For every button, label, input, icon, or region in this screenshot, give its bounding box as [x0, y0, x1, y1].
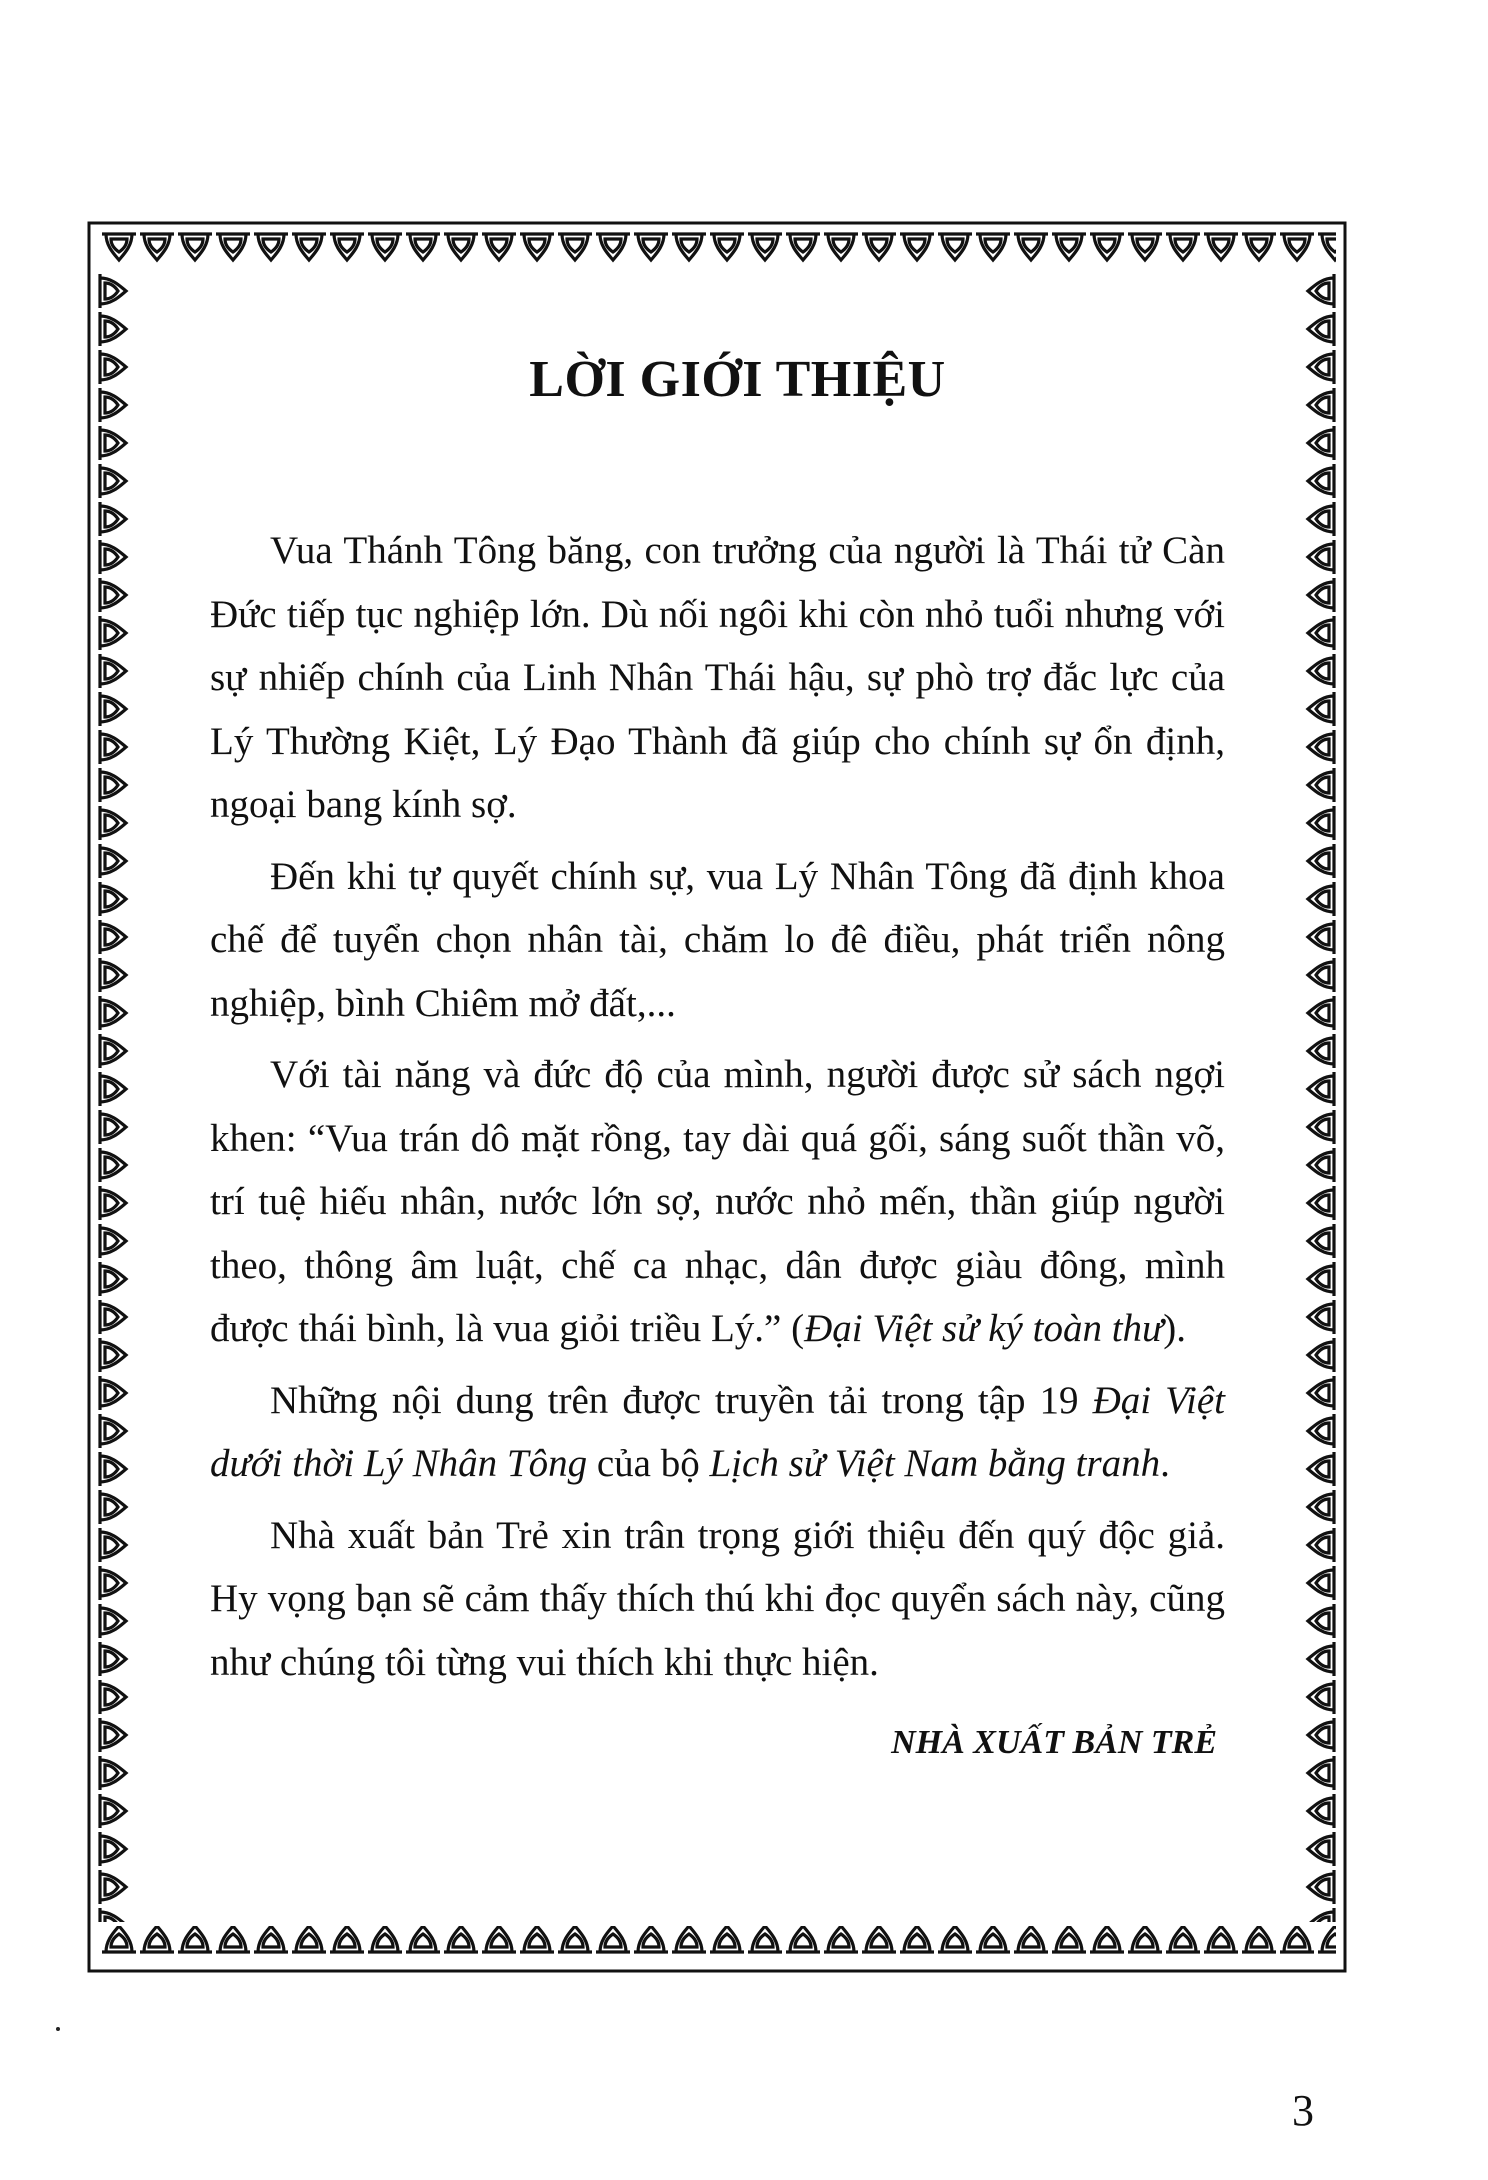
paragraph-3-text: Với tài năng và đức độ của mình, người được sử sách ngợi khen: “Vua trán dô mặt rồng, tay dài quá gối, sáng suốt thần võ, trí tuệ hiếu nhân, nước lớn sợ, nước nhỏ mến, thần giúp người theo, thông âm luật, chế ca nhạc, dân được giàu đông, mình được thái bình, là vua giỏi triều Lý.” [210, 1053, 1225, 1350]
publisher-signature: NHÀ XUẤT BẢN TRẺ [891, 1724, 1217, 1761]
page-title: LỜI GIỚI THIỆU [529, 351, 946, 408]
paragraph-4-end: . [1160, 1442, 1170, 1485]
paragraph-2: Đến khi tự quyết chính sự, vua Lý Nhân Tông đã định khoa chế để tuyển chọn nhân tài, chăm lo đê điều, phát triển nông nghiệp, bình Chiêm mở đất,... [210, 854, 1225, 1025]
paragraph-4 [210, 1369, 1225, 1496]
volume-title: Đại Việt dưới thời Lý Nhân Tông [210, 1378, 1225, 1485]
print-speck [56, 2027, 60, 2031]
series-title: Lịch sử Việt Nam bằng tranh [709, 1442, 1161, 1485]
citation-open: ( [791, 1307, 805, 1350]
page-number: 3 [1292, 2086, 1314, 2135]
introduction-text-block [210, 350, 1225, 1762]
paragraph-3 [210, 1043, 1225, 1361]
paragraph-5: Nhà xuất bản Trẻ xin trân trọng giới thiệu đến quý độc giả. Hy vọng bạn sẽ cảm thấy thích thú khi đọc quyển sách này, cũng như chúng tôi từng vui thích khi thực hiện. [210, 1513, 1225, 1684]
paragraph-1: Vua Thánh Tông băng, con trưởng của người là Thái tử Càn Đức tiếp tục nghiệp lớn. Dù nối ngôi khi còn nhỏ tuổi nhưng với sự nhiếp chính của Linh Nhân Thái hậu, sự phò trợ đắc lực của Lý Thường Kiệt, Lý Đạo Thành đã giúp cho chính sự ổn định, ngoại bang kính sợ. [210, 529, 1225, 826]
citation-source: Đại Việt sử ký toàn thư [804, 1307, 1164, 1350]
paragraph-4-mid: của bộ [587, 1442, 710, 1485]
paragraph-4-pre: Những nội dung trên được truyền tải trong tập 19 [270, 1378, 1093, 1422]
citation-close: ). [1163, 1307, 1187, 1350]
